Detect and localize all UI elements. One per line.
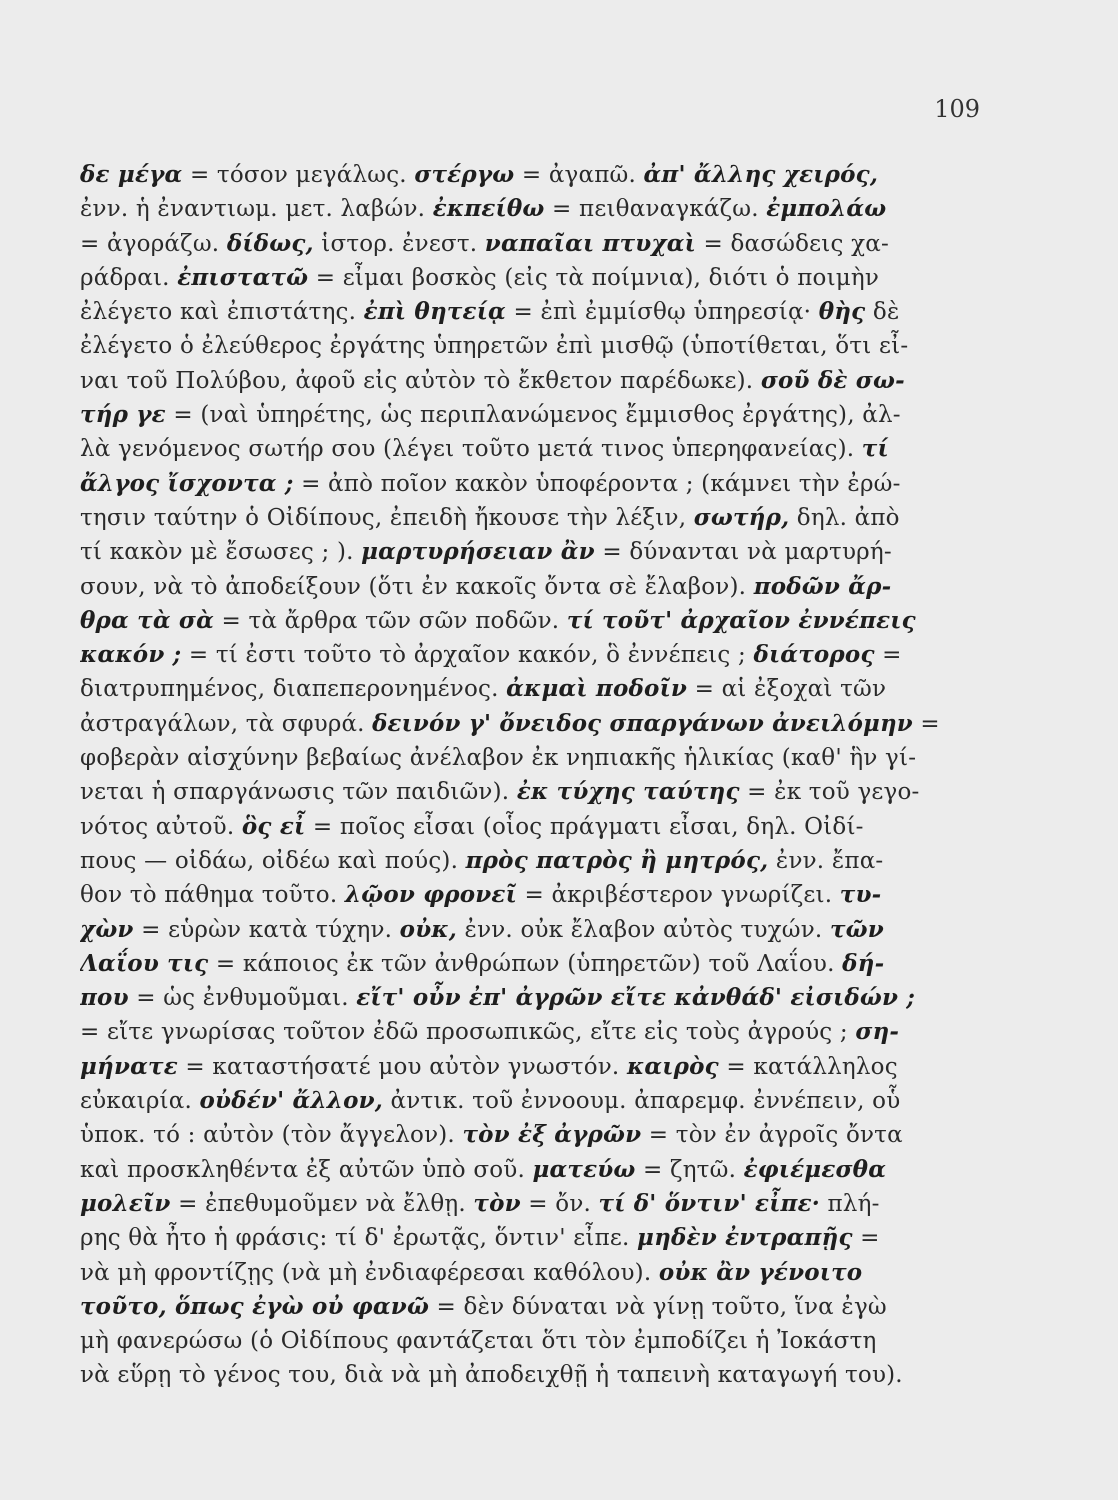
gloss-text: ἀστραγάλων, τὰ σφυρά. — [80, 710, 373, 737]
lemma-term: κακόν ; — [80, 641, 182, 669]
text-line — [80, 1118, 940, 1152]
gloss-text: = ἐπεθυμοῦμεν νὰ ἔλθῃ. — [170, 1190, 474, 1217]
gloss-text: ρης θὰ ἦτο ἡ φράσις: τί δ' ἐρωτᾷς, ὅντιν' εἶπε. — [80, 1225, 638, 1252]
gloss-text: = δύνανται νὰ μαρτυρή- — [594, 539, 892, 566]
text-line — [80, 535, 940, 569]
text-line — [80, 295, 940, 329]
gloss-text: δηλ. ἀπὸ — [789, 504, 900, 531]
gloss-text: διατρυπημένος, διαπεπερονημένος. — [80, 676, 507, 703]
text-line — [80, 261, 940, 295]
lemma-term: μήνατε — [80, 1052, 178, 1080]
lemma-term: δεινόν γ' ὄνειδος σπαργάνων ἀνειλόμην — [372, 710, 913, 737]
gloss-text: θον τὸ πάθημα τοῦτο. — [80, 882, 345, 909]
text-line — [80, 672, 940, 706]
lemma-term: ἀπ' ἄλλης χειρός, — [643, 161, 879, 188]
text-line — [80, 570, 940, 604]
lemma-term: μαρτυρήσειαν ἂν — [361, 538, 595, 566]
gloss-text: = ἐκ τοῦ γεγο- — [739, 779, 920, 806]
gloss-text: ἐνν. ἡ ἐναντιωμ. μετ. λαβών. — [80, 196, 433, 223]
text-line — [80, 158, 940, 192]
lemma-term: ἀκμαὶ ποδοῖν — [506, 675, 688, 703]
gloss-text: = (ναὶ ὑπηρέτης, ὡς περιπλανώμενος ἔμμισθος ἐργάτης), ἀλ- — [165, 402, 901, 429]
lemma-term: ἐπιστατῶ — [177, 263, 309, 291]
gloss-text: = τόσον μεγάλως. — [182, 162, 415, 188]
text-line — [80, 775, 940, 809]
gloss-text: τησιν ταύτην ὁ Οἰδίπους, ἐπειδὴ ἤκουσε τὴν λέξιν, — [80, 504, 694, 531]
gloss-text: = — [912, 710, 940, 737]
gloss-text: νότος αὐτοῦ. — [80, 813, 242, 840]
text-line — [80, 844, 940, 878]
lemma-term: οὐκ ἂν γένοιτο — [658, 1258, 863, 1286]
gloss-text: = αἱ ἐξοχαὶ τῶν — [687, 676, 887, 703]
text-line — [80, 707, 940, 741]
lemma-term: λῷον φρονεῖ — [344, 881, 517, 909]
gloss-text: δὲ — [865, 299, 900, 326]
lemma-term: ἐμπολάω — [766, 195, 887, 223]
lemma-term: τυ- — [839, 881, 882, 909]
lemma-term: ποδῶν ἄρ- — [753, 572, 892, 600]
text-line — [80, 1050, 940, 1084]
lemma-term: ἐπὶ θητείᾳ — [363, 298, 506, 326]
text-line — [80, 810, 940, 844]
gloss-text: = καταστήσατέ μου αὐτὸν γνωστόν. — [177, 1053, 627, 1080]
gloss-text: = ἀγοράζω. — [80, 230, 227, 257]
gloss-text: ἱστορ. ἐνεστ. — [313, 230, 485, 257]
gloss-text: = ἐπὶ ἐμμίσθῳ ὑπηρεσίᾳ· — [505, 299, 819, 326]
lemma-term: οὐκ, — [399, 915, 458, 943]
gloss-text: νὰ εὕρῃ τὸ γένος του, διὰ νὰ μὴ ἀποδειχθῇ ἡ ταπεινὴ καταγωγή του). — [80, 1362, 903, 1389]
lemma-term: ση- — [855, 1018, 900, 1046]
gloss-text: ἐλέγετο ὁ ἐλεύθερος ἐργάτης ὑπηρετῶν ἐπὶ μισθῷ (ὑποτίθεται, ὅτι εἶ- — [80, 333, 909, 360]
text-line — [80, 1290, 940, 1324]
text-line — [80, 467, 940, 501]
gloss-text: νὰ μὴ φροντίζῃς (νὰ μὴ ἐνδιαφέρεσαι καθόλου). — [80, 1259, 659, 1286]
gloss-text: = κάποιος ἐκ τῶν ἀνθρώπων (ὑπηρετῶν) τοῦ Λαΐου. — [208, 950, 843, 977]
lemma-term: ὃς εἶ — [241, 812, 306, 840]
text-line — [80, 192, 940, 226]
lemma-term: ἐκπείθω — [432, 195, 545, 223]
lemma-term: δή- — [842, 949, 885, 977]
text-line — [80, 741, 940, 775]
lemma-term: σοῦ δὲ σω- — [760, 366, 905, 394]
gloss-text: σουν, νὰ τὸ ἀποδείξουν (ὅτι ἐν κακοῖς ὄντα σὲ ἔλαβον). — [80, 573, 754, 600]
gloss-text: = εἴτε γνωρίσας τοῦτον ἐδῶ προσωπικῶς, εἴτε εἰς τοὺς ἀγρούς ; — [80, 1019, 856, 1046]
gloss-text: μὴ φανερώσω (ὁ Οἰδίπους φαντάζεται ὅτι τὸν ἐμποδίζει ἡ Ἰοκάστη — [80, 1328, 877, 1355]
gloss-text: = ἀπὸ ποῖον κακὸν ὑποφέροντα ; (κάμνει τὴν ἐρώ- — [293, 470, 901, 497]
gloss-text: = ἀκριβέστερον γνωρίζει. — [516, 882, 840, 909]
lemma-term: εἴτ' οὖν ἐπ' ἀγρῶν εἴτε κἀνθάδ' εἰσιδών ; — [356, 984, 916, 1012]
gloss-text: = δὲν δύναται νὰ γίνῃ τοῦτο, ἵνα ἐγὼ — [429, 1293, 887, 1320]
text-line — [80, 1084, 940, 1118]
gloss-text: = εἶμαι βοσκὸς (εἰς τὰ ποίμνια), διότι ὁ ποιμὴν — [308, 264, 880, 291]
page-number: 109 — [934, 95, 980, 123]
gloss-text: τί κακὸν μὲ ἔσωσες ; ). — [80, 539, 362, 566]
lemma-term: μολεῖν — [80, 1189, 171, 1217]
lemma-term: τί τοῦτ' ἀρχαῖον ἐννέπεις — [566, 606, 916, 634]
gloss-text: καὶ προσκληθέντα ἐξ αὐτῶν ὑπὸ σοῦ. — [80, 1156, 533, 1183]
gloss-text: = — [852, 1225, 880, 1252]
lemma-term: δίδως, — [226, 229, 314, 257]
lemma-term: τήρ γε — [80, 401, 166, 429]
text-line — [80, 981, 940, 1015]
lemma-term: Λαΐου τις — [80, 949, 209, 977]
gloss-text: ἐνν. οὐκ ἔλαβον αὐτὸς τυχών. — [457, 916, 830, 943]
lemma-term: σωτήρ, — [693, 503, 790, 531]
lemma-term: τί — [861, 435, 889, 463]
gloss-text: = ζητῶ. — [635, 1156, 744, 1183]
text-line — [80, 501, 940, 535]
gloss-text: νεται ἡ σπαργάνωσις τῶν παιδιῶν). — [80, 779, 517, 806]
text-line — [80, 364, 940, 398]
gloss-text: ὑποκ. τό : αὐτὸν (τὸν ἄγγελον). — [80, 1122, 463, 1149]
text-line — [80, 947, 940, 981]
lemma-term: ἄλγος ἴσχοντα ; — [80, 469, 294, 497]
text-line — [80, 1187, 940, 1221]
gloss-text: = εὑρὼν κατὰ τύχην. — [133, 916, 400, 943]
text-line — [80, 1256, 940, 1290]
lemma-term: διάτορος — [753, 641, 875, 669]
text-line — [80, 432, 940, 466]
gloss-text: ἐλέγετο καὶ ἐπιστάτης. — [80, 299, 364, 326]
text-line — [80, 878, 940, 912]
gloss-text: ναι τοῦ Πολύβου, ἀφοῦ εἰς αὐτὸν τὸ ἔκθετον παρέδωκε). — [80, 367, 761, 394]
gloss-text: = τὰ ἄρθρα τῶν σῶν ποδῶν. — [213, 607, 567, 634]
lemma-term: τί δ' ὅντιν' εἶπε· — [598, 1189, 820, 1217]
lemma-term: τὸν ἐξ ἀγρῶν — [462, 1121, 642, 1149]
lemma-term: χὼν — [80, 915, 134, 943]
gloss-text: = ἀγαπῶ. — [514, 162, 644, 188]
text-line — [80, 1358, 940, 1392]
gloss-text: = πειθαναγκάζω. — [544, 196, 767, 223]
lemma-term: ναπαῖαι πτυχαὶ — [484, 229, 696, 257]
lemma-term: δε μέγα — [80, 161, 183, 188]
gloss-text: = τὸν ἐν ἀγροῖς ὄντα — [641, 1122, 903, 1149]
lemma-term: θρα τὰ σὰ — [80, 606, 214, 634]
lemma-term: που — [80, 984, 129, 1012]
gloss-text: πλή- — [819, 1190, 880, 1217]
text-line — [80, 329, 940, 363]
gloss-text: πους — οἰδάω, οἰδέω καὶ πούς). — [80, 847, 466, 874]
text-line — [80, 913, 940, 947]
gloss-text: = δασώδεις χα- — [695, 230, 889, 257]
gloss-text: ἀντικ. τοῦ ἐννοουμ. ἀπαρεμφ. ἐννέπειν, οὗ — [383, 1088, 901, 1115]
lemma-term: τοῦτο, ὅπως ἐγὼ οὐ φανῶ — [80, 1292, 430, 1320]
lemma-term: ἐφιέμεσθα — [743, 1155, 887, 1183]
lemma-term: ἐκ τύχης ταύτης — [516, 778, 740, 806]
gloss-text: ράδραι. — [80, 264, 178, 291]
gloss-text: λὰ γενόμενος σωτήρ σου (λέγει τοῦτο μετά τινος ὑπερηφανείας). — [80, 436, 862, 463]
lemma-term: τῶν — [829, 915, 884, 943]
text-line — [80, 1153, 940, 1187]
gloss-text: φοβερὰν αἰσχύνην βεβαίως ἀνέλαβον ἐκ νηπιακῆς ἡλικίας (καθ' ἣν γί- — [80, 745, 917, 772]
lemma-term: θὴς — [818, 298, 866, 326]
gloss-text: εὐκαιρία. — [80, 1088, 200, 1115]
text-line — [80, 1324, 940, 1358]
lemma-term: στέργω — [414, 161, 515, 188]
text-line — [80, 604, 940, 638]
gloss-text: = — [874, 642, 902, 669]
lemma-term: μηδὲν ἐντραπῇς — [637, 1224, 853, 1252]
text-line — [80, 1015, 940, 1049]
lemma-term: καιρὸς — [626, 1052, 719, 1080]
gloss-text: = κατάλληλος — [718, 1053, 898, 1080]
text-line — [80, 638, 940, 672]
lemma-term: τὸν — [473, 1189, 521, 1217]
lemma-term: οὐδέν' ἄλλον, — [199, 1087, 384, 1115]
gloss-text: = τί ἐστι τοῦτο τὸ ἀρχαῖον κακόν, ὃ ἐννέπεις ; — [181, 642, 754, 669]
lemma-term: πρὸς πατρὸς ἢ μητρός, — [465, 846, 769, 874]
gloss-text: = ὄν. — [520, 1190, 599, 1217]
lemma-term: ματεύω — [532, 1155, 636, 1183]
text-line — [80, 227, 940, 261]
text-line — [80, 398, 940, 432]
gloss-text: ἐνν. ἔπα- — [768, 847, 884, 874]
gloss-text: = ὡς ἐνθυμοῦμαι. — [128, 985, 357, 1012]
text-line — [80, 1221, 940, 1255]
commentary-text — [80, 158, 940, 1393]
gloss-text: = ποῖος εἶσαι (οἷος πράγματι εἶσαι, δηλ. Οἰδί- — [305, 813, 864, 840]
